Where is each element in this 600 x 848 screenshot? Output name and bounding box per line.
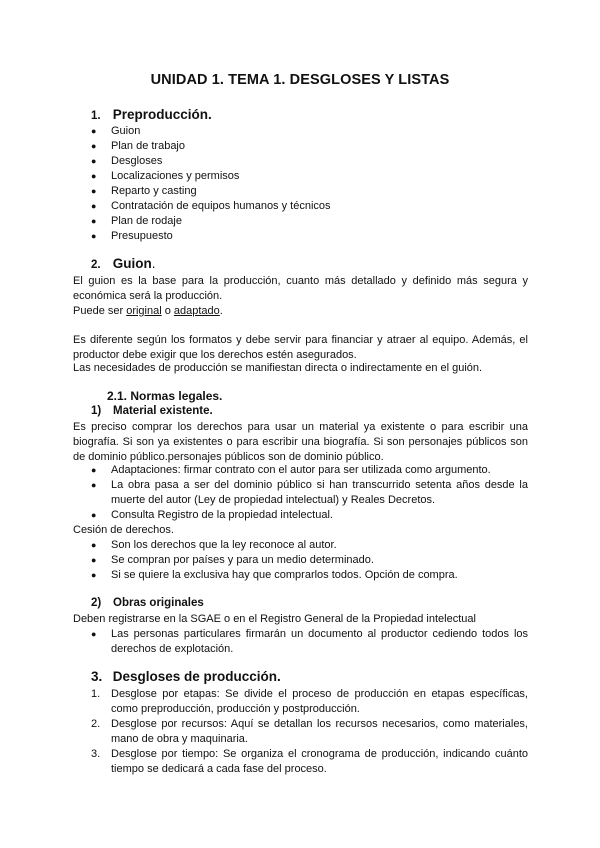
- section-1-number: 1.: [91, 110, 101, 122]
- material-existente-list: [91, 463, 528, 523]
- bullet-icon: ●: [91, 201, 97, 211]
- bullet-icon: ●: [91, 126, 97, 136]
- list-item: ● Si se quiere la exclusiva hay que comprarlos todos. Opción de compra.: [91, 569, 458, 581]
- list-item: ● Consulta Registro de la propiedad intelectual.: [91, 509, 333, 521]
- bullet-icon: ●: [91, 510, 97, 520]
- list-item: ● Plan de trabajo: [91, 140, 185, 152]
- bullet-icon: ●: [91, 216, 97, 226]
- bullet-icon: ●: [91, 540, 97, 550]
- obras-originales-list: [91, 627, 528, 657]
- list-item: ● Las personas particulares firmarán un documento al productor cediendo todos los derechos de explotación.: [91, 628, 528, 655]
- original-link: original: [126, 305, 162, 317]
- section-3-title: Desgloses de producción.: [112, 669, 281, 684]
- section-2-heading: 2. Guion.: [91, 256, 156, 271]
- guion-paragraph-4: Las necesidades de producción se manifiestan directa o indirectamente en el guión.: [73, 362, 483, 374]
- bullet-icon: ●: [91, 555, 97, 565]
- bullet-icon: ●: [91, 480, 97, 490]
- bullet-icon: ●: [91, 156, 97, 166]
- list-item: ● Son los derechos que la ley reconoce al autor.: [91, 539, 337, 551]
- bullet-icon: ●: [91, 171, 97, 181]
- page-title: UNIDAD 1. TEMA 1. DESGLOSES Y LISTAS: [150, 72, 450, 88]
- cesion-list: [91, 538, 528, 583]
- section-3-heading: [91, 669, 281, 684]
- list-item: ● La obra pasa a ser del dominio público si han transcurrido setenta años desde la muerte del autor (Ley de propiedad intelectual) y Reales Decretos.: [91, 479, 528, 506]
- subsection-1-heading: 1) Material existente.: [91, 405, 213, 417]
- list-item: ● Presupuesto: [91, 230, 173, 242]
- list-item: ● Se compran por países y para un medio determinado.: [91, 554, 374, 566]
- list-item: ● Desgloses: [91, 155, 163, 167]
- list-item: ● Guion: [91, 125, 141, 137]
- list-item: 2. Desglose por recursos: Aquí se detallan los recursos necesarios, como materiales, mano de obra y maquinaria.: [91, 718, 528, 745]
- section-1-heading: [91, 107, 212, 122]
- section-2-1-heading: 2.1. Normas legales.: [107, 389, 223, 403]
- bullet-icon: ●: [91, 186, 97, 196]
- adaptado-link: adaptado: [173, 305, 220, 317]
- bullet-icon: ●: [91, 231, 97, 241]
- material-existente-paragraph: Es preciso comprar los derechos para usar un material ya existente o para escribir una biografía. Si son ya existentes o para escribir una biografía. Si son personajes públicos son de dominio público.personajes públicos son de dominio público.: [73, 421, 528, 463]
- desgloses-list: [91, 687, 528, 777]
- list-item: ● Adaptaciones: firmar contrato con el autor para ser utilizada como argumento.: [91, 464, 491, 476]
- list-item: ● Reparto y casting: [91, 185, 197, 197]
- obras-originales-paragraph: Deben registrarse en la SGAE o en el Registro General de la Propiedad intelectual: [73, 613, 476, 625]
- guion-paragraph-1: El guion es la base para la producción, cuanto más detallado y definido más segura y económica será la producción.: [73, 275, 528, 302]
- bullet-icon: ●: [91, 570, 97, 580]
- cesion-label: Cesión de derechos.: [73, 524, 174, 536]
- section-2-number: 2.: [91, 259, 101, 271]
- section-2-title: Guion: [112, 256, 152, 271]
- list-item: 1. Desglose por etapas: Se divide el proceso de producción en etapas específicas, como preproducción, producción y postproducción.: [91, 688, 528, 715]
- list-item: 3. Desglose por tiempo: Se organiza el cronograma de producción, indicando cuánto tiempo se dedicará a cada fase del proceso.: [91, 748, 528, 775]
- section-3-number: 3.: [91, 669, 103, 684]
- bullet-icon: ●: [91, 465, 97, 475]
- list-item: ● Contratación de equipos humanos y técnicos: [91, 200, 331, 212]
- subsection-2-heading: 2) Obras originales: [91, 597, 204, 609]
- guion-paragraph-2: Puede ser original o adaptado.: [73, 305, 223, 317]
- bullet-icon: ●: [91, 141, 97, 151]
- list-item: ● Plan de rodaje: [91, 215, 182, 227]
- bullet-icon: ●: [91, 629, 97, 639]
- guion-paragraph-3: Es diferente según los formatos y debe servir para financiar y atraer al equipo. Además, el productor debe exigir que los derechos estén asegurados.: [73, 334, 528, 361]
- preproduction-list: [91, 124, 531, 244]
- list-item: ● Localizaciones y permisos: [91, 170, 240, 182]
- section-1-title: Preproducción.: [112, 107, 212, 122]
